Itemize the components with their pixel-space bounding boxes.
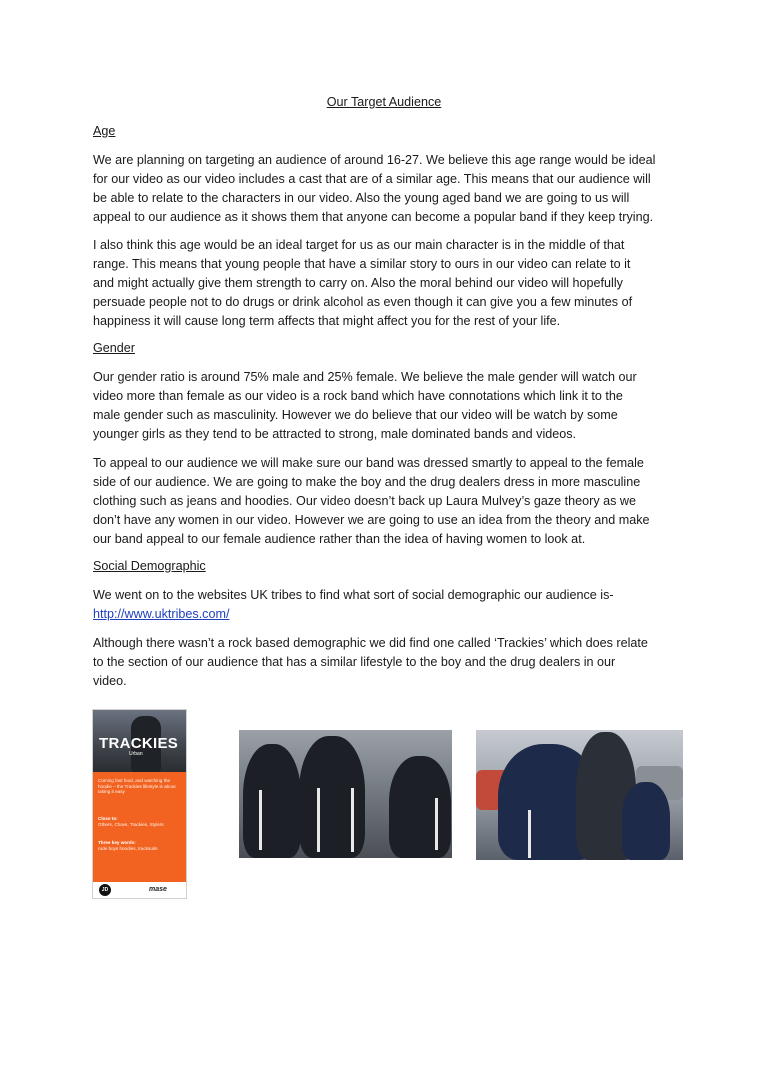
text-line: clothing such as jeans and hoodies. Our video doesn’t back up Laura Mulvey’s gaze theory as we bbox=[93, 494, 637, 508]
text-line: To appeal to our audience we will make sure our band was dressed smartly to appeal to the female bbox=[93, 456, 644, 470]
poster-three-words-label: Three key words: bbox=[98, 840, 136, 845]
age-paragraph-1 bbox=[93, 151, 683, 227]
text-line: video more than female as our video is a rock band which have connotations which link it to the bbox=[93, 389, 623, 403]
social-paragraph-2 bbox=[93, 634, 683, 691]
tracksuit-stripe bbox=[317, 788, 320, 852]
heading-social-demographic: Social Demographic bbox=[93, 559, 206, 573]
poster-info-panel bbox=[93, 772, 186, 882]
poster-footer bbox=[93, 882, 186, 898]
hooded-figure bbox=[299, 736, 365, 858]
social-paragraph-1 bbox=[93, 586, 683, 624]
text-line: male gender such as masculinity. However we do believe that our video will be watch by some bbox=[93, 408, 618, 422]
text-line: don’t have any women in our video. However we are going to use an idea from the theory and make bbox=[93, 513, 650, 527]
page-title: Our Target Audience bbox=[326, 95, 442, 109]
hooded-figure bbox=[389, 756, 451, 858]
hoodies-street-photo bbox=[476, 730, 683, 860]
jd-logo: JD bbox=[99, 884, 111, 896]
text-line: I also think this age would be an ideal target for us as our main character is in the middle of that bbox=[93, 238, 625, 252]
text-line: appeal to our audience as it shows them that anyone can become a popular band if they keep trying. bbox=[93, 210, 654, 224]
text-line: be able to relate to the characters in our video. Also the young aged band we are going to us will bbox=[93, 191, 630, 205]
tracksuit-stripe bbox=[528, 810, 531, 858]
text-line: and might actually give them strength to carry on. Also the moral behind our video will hopefully bbox=[93, 276, 623, 290]
tracksuit-stripe bbox=[259, 790, 262, 850]
age-paragraph-2 bbox=[93, 236, 683, 331]
text-line: happiness it will cause long term affects that might affect you for the rest of your life. bbox=[93, 314, 561, 328]
poster-blurb: Coming fast food, and watching the hoodie – the Trackies lifestyle is about taking it easy bbox=[98, 778, 176, 795]
poster-close-to: Others, Chavs, Trackies, Stylers bbox=[98, 822, 164, 827]
text-line: Although there wasn’t a rock based demographic we did find one called ‘Trackies’ which does relate bbox=[93, 636, 648, 650]
trackies-poster-image bbox=[93, 710, 186, 898]
text-line: for our video as our video includes a cast that are of a similar age. This means that our audience will bbox=[93, 172, 651, 186]
brand-logo: mase bbox=[149, 886, 167, 893]
text-line: We are planning on targeting an audience of around 16-27. We believe this age range would be ideal bbox=[93, 153, 656, 167]
heading-gender: Gender bbox=[93, 341, 136, 355]
poster-close-to-label: Close to: bbox=[98, 816, 118, 821]
text-line: side of our audience. We are going to make the boy and the drug dealers dress in more masculine bbox=[93, 475, 641, 489]
text-line: range. This means that young people that have a similar story to ours in our video can relate to it bbox=[93, 257, 631, 271]
gender-paragraph-1 bbox=[93, 368, 683, 444]
text-line: younger girls as they tend to be attracted to strong, male dominated bands and videos. bbox=[93, 427, 577, 441]
heading-age: Age bbox=[93, 124, 116, 138]
text-line: to the section of our audience that has a similar lifestyle to the boy and the drug dealers in our bbox=[93, 655, 616, 669]
text-line: video. bbox=[93, 674, 127, 688]
text-line: Our gender ratio is around 75% male and 25% female. We believe the male gender will watch our bbox=[93, 370, 637, 384]
poster-three-words: rude boys hoodies, tracksuits bbox=[98, 846, 158, 851]
gender-paragraph-2 bbox=[93, 454, 683, 549]
tracksuit-stripe bbox=[351, 788, 354, 852]
hooded-figure bbox=[622, 782, 670, 860]
tracksuit-stripe bbox=[435, 798, 438, 850]
poster-subtitle: Urban bbox=[129, 751, 143, 757]
text-line: our band appeal to our female audience rather than the idea of having women to look at. bbox=[93, 532, 586, 546]
hooded-figure bbox=[243, 744, 301, 858]
uktribes-link[interactable]: http://www.uktribes.com/ bbox=[93, 607, 230, 621]
text-line: persuade people not to do drugs or drink alcohol as even though it can give you a few minutes of bbox=[93, 295, 633, 309]
poster-title: TRACKIES bbox=[99, 735, 179, 752]
text-line: We went on to the websites UK tribes to find what sort of social demographic our audience is- bbox=[93, 588, 614, 602]
hoodies-group-photo bbox=[239, 730, 452, 858]
